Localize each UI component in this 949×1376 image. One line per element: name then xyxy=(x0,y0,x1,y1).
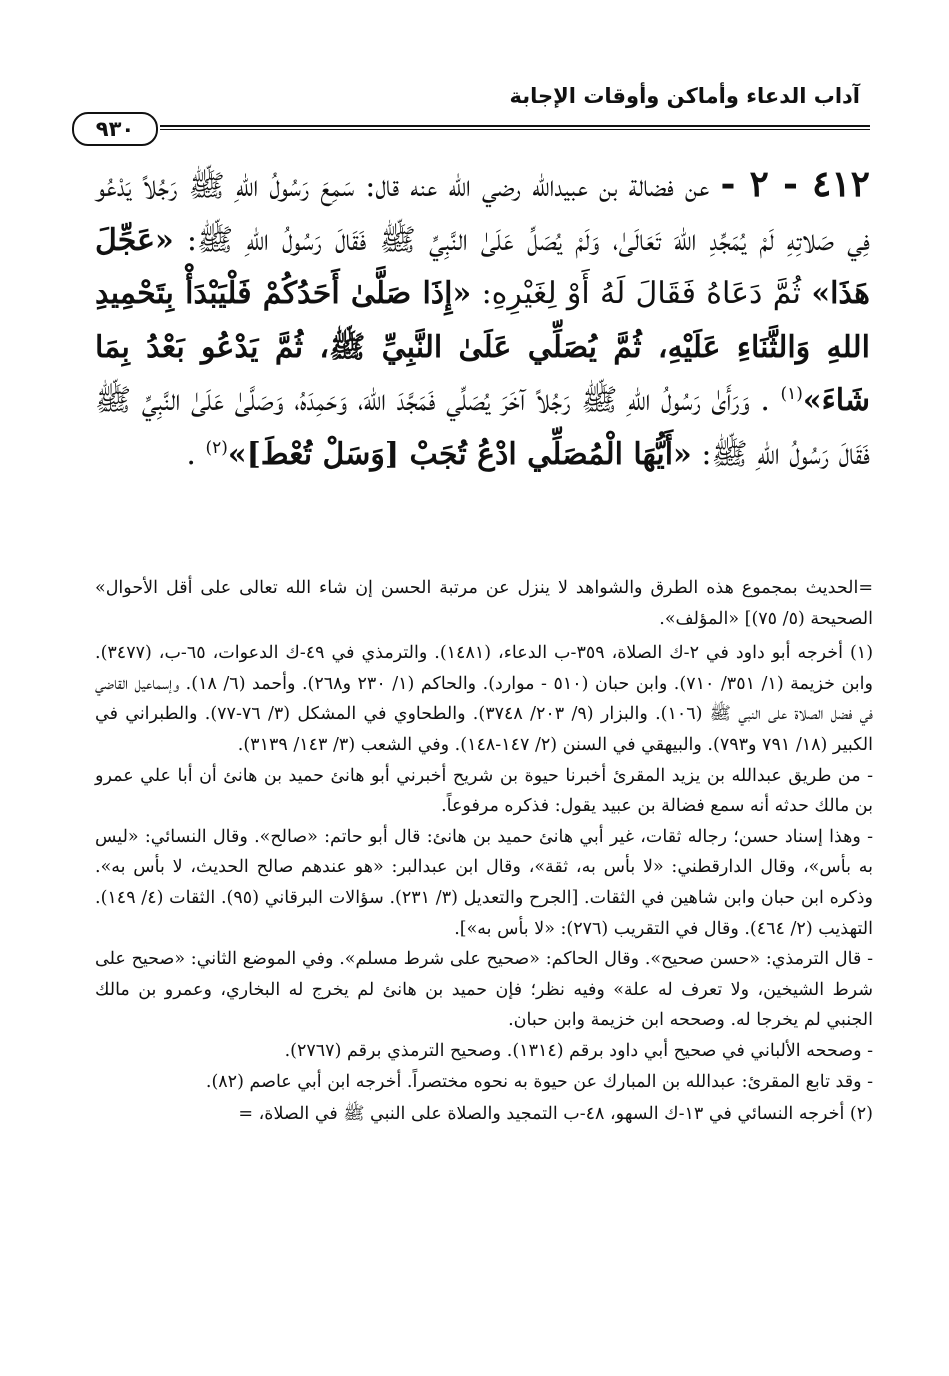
footnote-continuation: =الحديث بمجموع هذه الطرق والشواهد لا ينزل عن مرتبة الحسن إن شاء الله تعالى على أقل الأحوال» الصحيحة (٥/ ٧٥)] «المؤلف». xyxy=(95,578,873,629)
footnotes xyxy=(95,573,873,1130)
prophet-quote-1: «عَجِّلَ هَذَا» xyxy=(95,222,870,311)
header-rule-thin xyxy=(160,129,870,130)
hadith-intro: عن فضالة بن عبيدالله رضي الله عنه قال: سَمِعَ رَسُولُ اللهِ ﷺ رَجُلاً يَدْعُو فِي صَلاتِهِ لَمْ يُمَجِّدِ اللهَ تَعَالَىٰ، وَلَمْ يُصَلِّ عَلَىٰ النَّبِيِّ ﷺ فَقَالَ رَسُولُ اللهِ ﷺ: xyxy=(95,169,871,258)
prophet-quote-3: «أَيُّهَا الْمُصَلِّي ادْعُ تُجَبْ [وَسَلْ تُعْطَ]» xyxy=(227,436,692,472)
header-rule xyxy=(160,125,870,127)
hadith-paragraph xyxy=(95,158,870,481)
hadith-end: . xyxy=(186,436,196,472)
hadith-mid-1: ثُمَّ دَعَاهُ فَقَالَ لَهُ أَوْ لِغَيْرِهِ: xyxy=(481,276,802,311)
footnote-1-grading: - وهذا إسناد حسن؛ رجاله ثقات، غير أبي هانئ حميد بن هانئ: قال أبو حاتم: «صالح». وقال النسائي: «ليس به بأس»، وقال الدارقطني: «لا بأس به، ثقة»، وقال ابن عبدالبر: «هو عندهم صالح الحديث، لا بأس به». وذكره ابن حبان وابن شاهين في الثقات. [الجرح والتعديل (٣/ ٢٣١). سؤالات البرقاني (٩٥). الثقات (٤/ ١٤٩). التهذيب (٢/ ٤٦٤). وقال في التقريب (٢٧٦): «لا بأس به»]. xyxy=(95,826,873,939)
hadith-text xyxy=(95,158,870,481)
running-title: آداب الدعاء وأماكن وأوقات الإجابة xyxy=(509,84,860,108)
footnote-ref-2[interactable]: (٢) xyxy=(205,437,228,458)
footnote-1-tirmidhi: - قال الترمذي: «حسن صحيح». وقال الحاكم: «صحيح على شرط مسلم». وفي الموضع الثاني: «صحيح على شرط الشيخين، ولا تعرف له علة» وفيه نظر؛ فإن حميد بن هانئ لم يخرج له البخاري، وعمرو بن مالك الجنبي لم يخرجا له. وصححه ابن خزيمة وابن حبان. xyxy=(95,949,873,1031)
footnote-1: (١) أخرجه أبو داود في ٢-ك الصلاة، ٣٥٩-ب الدعاء، (١٤٨١). والترمذي في ٤٩-ك الدعوات، ٦٥-ب، (٣٤٧٧). وابن خزيمة (١/ ٣٥١/ ٧١٠). وابن حبان (٥١٠ - موارد). والحاكم (١/ ٢٣٠ و٢٦٨). وأحمد (٦/ ١٨). وإسماعيل القاضي في فضل الصلاة على النبي ﷺ (١٠٦). والبزار (٩/ ٢٠٣/ ٣٧٤٨). والطحاوي في المشكل (٣/ ٧٦-٧٧). والطبراني في الكبير (١٨/ ٧٩١ و٧٩٣). والبيهقي في السنن (٢/ ١٤٧-١٤٨). وفي الشعب (٣/ ١٤٣/ ٣١٣٩). xyxy=(95,643,874,755)
footnote-1-mutaba: - وقد تابع المقرئ: عبدالله بن المبارك عن حيوة به نحوه مختصراً. أخرجه ابن أبي عاصم (٨٢). xyxy=(205,1071,873,1092)
hadith-number: ٤١٢ - ٢ - xyxy=(720,163,870,205)
footnote-1-chain: - من طريق عبدالله بن يزيد المقرئ أخبرنا حيوة بن شريح أخبرني أبو هانئ حميد بن هانئ أن أبا علي عمرو بن مالك حدثه أنه سمع فضالة بن عبيد يقول: فذكره مرفوعاً. xyxy=(95,765,873,817)
footnote-1-albani: - وصححه الألباني في صحيح أبي داود برقم (١٣١٤). وصحيح الترمذي برقم (٢٧٦٧). xyxy=(284,1040,873,1061)
footnote-ref-1[interactable]: (١) xyxy=(780,384,803,404)
page-header xyxy=(60,78,870,141)
footnote-2: (٢) أخرجه النسائي في ١٣-ك السهو، ٤٨-ب التمجيد والصلاة على النبي ﷺ في الصلاة، = xyxy=(238,1104,873,1125)
hadith-mid-2: . وَرَأَىٰ رَسُولُ اللهِ ﷺ رَجُلاً آخَرَ يُصَلِّي فَمَجَّدَ اللهَ، وَحَمِدَهُ، وَصَلَّىٰ عَلَىٰ النَّبِيِّ ﷺ فَقَالَ رَسُولُ اللهِ ﷺ: xyxy=(95,383,870,472)
page-number: ٩٣٠ xyxy=(72,112,158,146)
prophet-quote-2: «إِذَا صَلَّىٰ أَحَدُكُمْ فَلْيَبْدَأْ بِتَحْمِيدِ اللهِ وَالثَّنَاءِ عَلَيْهِ، ثُمَّ يُصَلِّي عَلَىٰ النَّبِيِّ ﷺ، ثُمَّ يَدْعُو بَعْدُ بِمَا شَاءَ» xyxy=(95,276,870,418)
